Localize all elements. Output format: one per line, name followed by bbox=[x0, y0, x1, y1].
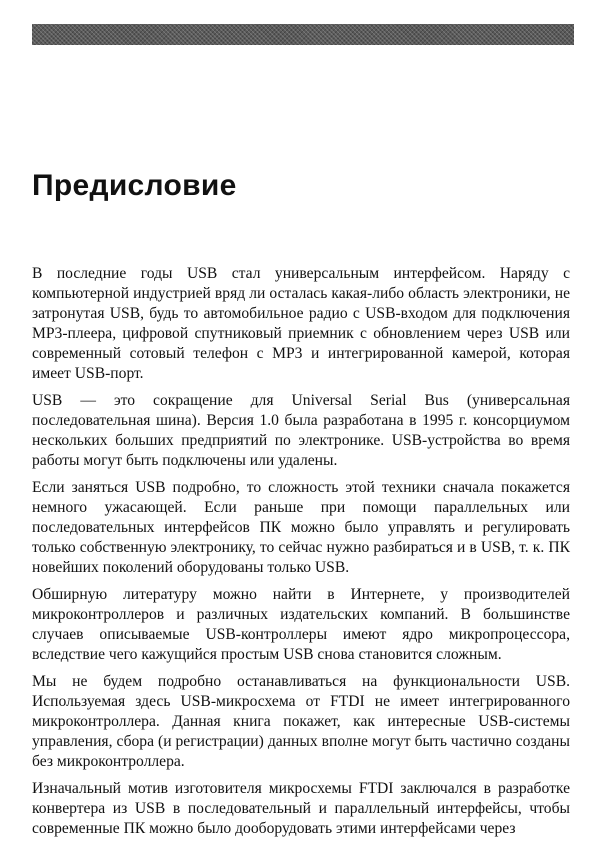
paragraph: Обширную литературу можно найти в Интернете, у производителей микроконтроллеров и различных издательских компаний. В большинстве случаев описываемые USB-контроллеры имеют ядро микропроцессора, вследствие чего кажущийся простым USB снова становится сложным. bbox=[32, 586, 570, 663]
preface-body bbox=[32, 264, 570, 846]
paragraph: Если заняться USB подробно, то сложность этой техники сначала покажется немного ужасающей. Если раньше при помощи параллельных или последовательных интерфейсов ПК можно было управлять и регулировать только собственную электронику, то сейчас нужно разбираться и в USB, т. к. ПК новейших поколений оборудованы только USB. bbox=[32, 479, 570, 576]
paragraph: Мы не будем подробно останавливаться на функциональности USB. Используемая здесь USB-микросхема от FTDI не имеет интегрированного микроконтроллера. Данная книга покажет, как интересные USB-системы управления, сбора (и регистрации) данных вполне могут быть частично созданы без микроконтроллера. bbox=[32, 673, 570, 770]
paragraph: В последние годы USB стал универсальным интерфейсом. Наряду с компьютерной индустрией вряд ли осталась какая-либо область электроники, не затронутая USB, будь то автомобильное радио с USB-входом для подключения MP3-плеера, цифровой спутниковый приемник с обновлением через USB или современный сотовый телефон с MP3 и интегрированной камерой, которая имеет USB-порт. bbox=[32, 265, 570, 382]
paragraph: Изначальный мотив изготовителя микросхемы FTDI заключался в разработке конвертера из USB в последовательный и параллельный интерфейсы, чтобы современные ПК можно было дооборудовать этими интерфейсами через bbox=[32, 780, 570, 837]
chapter-title: Предисловие bbox=[32, 169, 237, 202]
chapter-header-band bbox=[32, 24, 574, 45]
paragraph: USB — это сокращение для Universal Serial Bus (универсальная последовательная шина). Версия 1.0 была разработана в 1995 г. консорциумом нескольких больших предприятий по электронике. USB-устройства во время работы могут быть подключены или удалены. bbox=[32, 392, 570, 469]
